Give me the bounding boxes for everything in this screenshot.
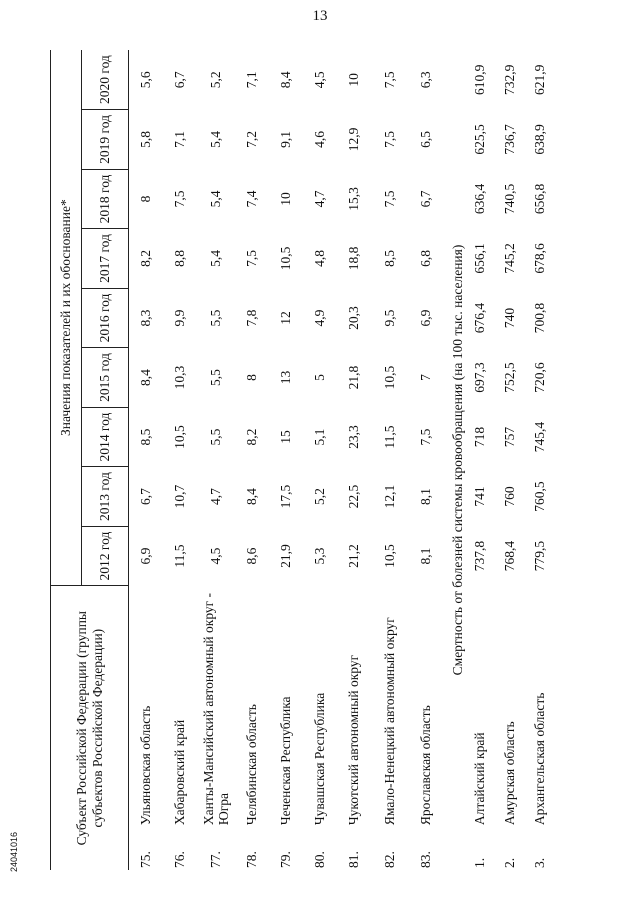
value-cell: 11,5: [382, 425, 398, 449]
value-cell: 10,5: [382, 544, 398, 568]
value-cell: 768,4: [502, 540, 518, 572]
value-cell: 9,9: [172, 309, 188, 327]
value-cell: 8,2: [244, 428, 260, 446]
value-cell: 15,3: [346, 187, 362, 211]
table-row: [371, 50, 409, 870]
value-cell: 700,8: [532, 302, 548, 334]
region-name: Чукотский автономный округ: [346, 654, 362, 826]
value-cell: 7,8: [244, 309, 260, 327]
table-header-row-group: [51, 50, 82, 870]
value-cell: 5,4: [208, 190, 224, 208]
value-cell: 8,5: [382, 250, 398, 267]
value-cell: 6,9: [138, 547, 154, 565]
value-cell: 7,2: [244, 131, 260, 148]
row-number: 1.: [472, 857, 488, 868]
value-cell: 676,4: [472, 302, 488, 334]
value-cell: 11,5: [172, 544, 188, 568]
value-cell: 636,4: [472, 183, 488, 215]
value-cell: 18,8: [346, 246, 362, 271]
value-cell: 10,5: [278, 246, 294, 271]
year-header: 2014 год: [82, 407, 129, 467]
value-cell: 5,5: [208, 309, 224, 327]
value-cell: 8,5: [138, 428, 154, 446]
year-header: 2017 год: [82, 229, 129, 289]
value-cell: 740: [502, 307, 518, 329]
value-cell: 610,9: [472, 64, 488, 96]
value-cell: 6,7: [418, 190, 434, 208]
value-cell: 21,9: [278, 544, 294, 568]
region-name: Хабаровский край: [172, 719, 188, 826]
table-row: [525, 50, 555, 870]
table-row: [409, 50, 443, 870]
year-header: 2018 год: [82, 169, 129, 229]
region-name: Алтайский край: [472, 732, 488, 826]
value-cell: 757: [502, 426, 518, 448]
row-number: 78.: [244, 851, 260, 868]
value-cell: 5,5: [208, 428, 224, 446]
value-cell: 5,8: [138, 131, 154, 148]
value-cell: 7,5: [382, 190, 398, 208]
statistics-table: [50, 50, 555, 870]
value-cell: 4,8: [312, 250, 328, 267]
value-cell: 779,5: [532, 540, 548, 572]
value-cell: 697,3: [472, 362, 488, 393]
value-cell: 5,4: [208, 131, 224, 148]
value-cell: 12: [278, 311, 294, 325]
value-cell: 7,4: [244, 190, 260, 208]
region-name: Ханты-Мансийский автономный округ - Югра: [200, 592, 231, 826]
value-cell: 4,7: [208, 488, 224, 505]
table-row: [303, 50, 337, 870]
rotated-table-container: [50, 50, 585, 870]
value-cell: 5: [312, 374, 328, 381]
value-cell: 10,7: [172, 484, 188, 509]
value-cell: 8,2: [138, 250, 154, 267]
value-cell: 745,2: [502, 243, 518, 274]
value-cell: 8,3: [138, 309, 154, 327]
row-number: 81.: [346, 851, 362, 868]
value-cell: 7,5: [172, 190, 188, 208]
value-cell: 4,5: [312, 71, 328, 89]
value-cell: 8,4: [244, 488, 260, 505]
region-name: Ярославская область: [418, 705, 434, 826]
region-name: Чеченская Республика: [278, 696, 294, 826]
value-cell: 8: [244, 374, 260, 381]
table-row: [163, 50, 197, 870]
table-body-regions: [129, 50, 444, 870]
year-header: 2015 год: [82, 348, 129, 408]
year-header: 2013 год: [82, 467, 129, 527]
value-cell: 6,7: [172, 71, 188, 89]
value-cell: 718: [472, 426, 488, 448]
indicator-values-header: Значения показателей и их обоснование*: [51, 50, 82, 586]
value-cell: 5,6: [138, 71, 154, 89]
row-number: 76.: [172, 851, 188, 868]
value-cell: 12,1: [382, 484, 398, 509]
value-cell: 4,5: [208, 547, 224, 565]
table-row: [197, 50, 235, 870]
value-cell: 6,3: [418, 71, 434, 89]
value-cell: 23,3: [346, 425, 362, 449]
value-cell: 15: [278, 430, 294, 444]
value-cell: 745,4: [532, 421, 548, 453]
value-cell: 6,9: [418, 309, 434, 327]
value-cell: 656,8: [532, 183, 548, 215]
value-cell: 9,1: [278, 131, 294, 148]
table-row: [129, 50, 164, 870]
value-cell: 7,1: [172, 131, 188, 148]
region-name: Ульяновская область: [138, 705, 154, 826]
value-cell: 732,9: [502, 64, 518, 96]
region-name: Чувашская Республика: [312, 692, 328, 826]
value-cell: 10: [346, 73, 362, 87]
value-cell: 752,5: [502, 362, 518, 393]
value-cell: 21,2: [346, 544, 362, 568]
value-cell: 8,4: [138, 369, 154, 386]
value-cell: 737,8: [472, 540, 488, 572]
value-cell: 10,5: [172, 425, 188, 449]
table-row: [337, 50, 371, 870]
page-number: 13: [312, 8, 328, 24]
value-cell: 6,5: [418, 131, 434, 148]
value-cell: 5,5: [208, 369, 224, 386]
value-cell: 5,4: [208, 250, 224, 267]
table-row: [465, 50, 495, 870]
value-cell: 4,6: [312, 131, 328, 148]
value-cell: 12,9: [346, 127, 362, 152]
value-cell: 736,7: [502, 124, 518, 155]
table-row: [269, 50, 303, 870]
year-header: 2019 год: [82, 110, 129, 170]
value-cell: 10: [278, 192, 294, 206]
value-cell: 678,6: [532, 243, 548, 274]
value-cell: 22,5: [346, 484, 362, 509]
value-cell: 9,5: [382, 309, 398, 327]
value-cell: 760,5: [532, 481, 548, 512]
table-row: [495, 50, 525, 870]
value-cell: 8: [138, 195, 154, 203]
region-name: Амурская область: [502, 721, 518, 826]
value-cell: 8,8: [172, 250, 188, 267]
value-cell: 10,3: [172, 365, 188, 390]
value-cell: 8,1: [418, 488, 434, 505]
value-cell: 7,1: [244, 71, 260, 89]
row-number: 80.: [312, 851, 328, 868]
value-cell: 741: [472, 486, 488, 507]
value-cell: 740,5: [502, 183, 518, 215]
value-cell: 656,1: [472, 243, 488, 274]
value-cell: 7,5: [382, 131, 398, 148]
region-name: Челябинская область: [244, 704, 260, 826]
value-cell: 21,8: [346, 365, 362, 390]
value-cell: 7,5: [382, 71, 398, 89]
row-number: 77.: [208, 851, 224, 868]
region-name: Ямало-Ненецкий автономный округ: [382, 617, 398, 826]
value-cell: 8,6: [244, 547, 260, 565]
year-header: 2012 год: [82, 526, 129, 586]
region-name: Архангельская область: [532, 692, 548, 826]
table-row: [235, 50, 269, 870]
value-cell: 13: [278, 370, 294, 385]
row-number: 83.: [418, 851, 434, 868]
document-stamp: 24041016: [9, 831, 19, 872]
value-cell: 5,2: [312, 488, 328, 505]
value-cell: 17,5: [278, 484, 294, 509]
value-cell: 6,7: [138, 488, 154, 505]
value-cell: 7,5: [418, 428, 434, 446]
row-number: 3.: [532, 857, 548, 868]
value-cell: 8,4: [278, 71, 294, 89]
section-row: [443, 50, 465, 870]
year-header: 2016 год: [82, 288, 129, 348]
value-cell: 7,5: [244, 250, 260, 267]
value-cell: 638,9: [532, 124, 548, 155]
value-cell: 5,3: [312, 547, 328, 565]
value-cell: 625,5: [472, 124, 488, 155]
table-body-cardio: [465, 50, 555, 870]
value-cell: 6,8: [418, 250, 434, 267]
value-cell: 621,9: [532, 64, 548, 96]
value-cell: 4,9: [312, 309, 328, 327]
row-number: 82.: [382, 851, 398, 868]
value-cell: 20,3: [346, 306, 362, 330]
year-header: 2020 год: [82, 50, 129, 110]
value-cell: 5,1: [312, 428, 328, 446]
value-cell: 8,1: [418, 547, 434, 565]
section-title: Смертность от болезней системы кровообращения (на 100 тыс. населения): [449, 244, 465, 676]
value-cell: 10,5: [382, 365, 398, 390]
row-number: 2.: [502, 857, 518, 868]
value-cell: 5,2: [208, 71, 224, 89]
value-cell: 7: [418, 374, 434, 381]
row-number: 79.: [278, 851, 294, 868]
value-cell: 760: [502, 486, 518, 507]
value-cell: 4,7: [312, 190, 328, 208]
row-number: 75.: [138, 851, 154, 868]
subject-column-header: Субъект Российской Федерации (группы субъектов Российской Федерации): [51, 586, 129, 870]
value-cell: 720,6: [532, 362, 548, 393]
